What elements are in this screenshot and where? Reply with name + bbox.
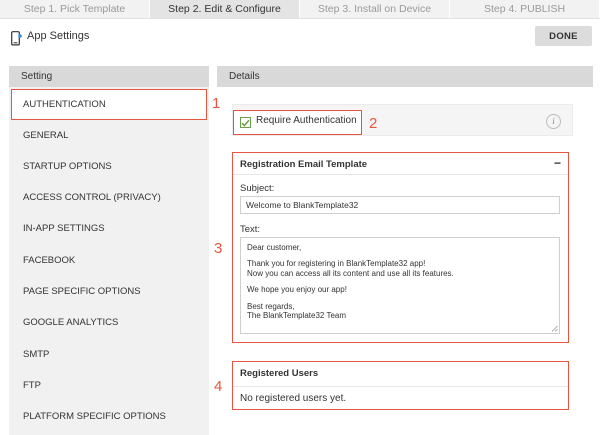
- step-pick-template[interactable]: Step 1. Pick Template: [0, 0, 150, 18]
- sidebar-item-access-control[interactable]: ACCESS CONTROL (PRIVACY): [23, 192, 161, 203]
- require-auth-label: Require Authentication: [256, 115, 357, 126]
- marker-3: 3: [214, 240, 223, 257]
- sidebar-item-in-app-settings[interactable]: IN-APP SETTINGS: [23, 223, 105, 234]
- subject-input[interactable]: [240, 196, 560, 214]
- sidebar-item-smtp[interactable]: SMTP: [23, 349, 50, 360]
- panel-divider: [233, 174, 568, 175]
- text-label: Text:: [240, 224, 261, 235]
- wizard-steps: [0, 0, 600, 19]
- email-closing: Best regards,: [247, 301, 295, 311]
- email-greeting: Dear customer,: [247, 243, 302, 252]
- info-icon[interactable]: i: [546, 114, 561, 129]
- registration-email-panel: [232, 152, 569, 343]
- collapse-icon[interactable]: −: [553, 156, 561, 170]
- sidebar-item-page-specific-options[interactable]: PAGE SPECIFIC OPTIONS: [23, 286, 141, 297]
- email-template-title: Registration Email Template: [240, 159, 368, 170]
- marker-2: 2: [369, 115, 378, 132]
- require-auth-checkbox-group[interactable]: [233, 110, 362, 135]
- panel-divider: [233, 386, 568, 387]
- step-edit-configure[interactable]: Step 2. Edit & Configure: [150, 0, 300, 18]
- sidebar-item-startup-options[interactable]: STARTUP OPTIONS: [23, 161, 112, 172]
- require-auth-checkbox[interactable]: [240, 117, 251, 128]
- subject-label: Subject:: [240, 183, 275, 194]
- sidebar-item-general[interactable]: GENERAL: [23, 130, 69, 141]
- email-line: Thank you for registering in BlankTemplate32 app!: [247, 259, 426, 269]
- phone-settings-icon: [11, 31, 22, 46]
- sidebar-item-ftp[interactable]: FTP: [23, 380, 41, 391]
- step-publish[interactable]: Step 4. PUBLISH: [450, 0, 600, 18]
- email-line: We hope you enjoy our app!: [247, 285, 347, 295]
- settings-sidebar: [9, 87, 209, 435]
- page-header: [0, 19, 600, 55]
- marker-4: 4: [214, 378, 223, 395]
- email-closing: The BlankTemplate32 Team: [247, 311, 347, 321]
- done-button[interactable]: DONE: [535, 26, 592, 46]
- email-line: Now you can access all its content and use all its features.: [247, 268, 454, 278]
- sidebar-item-google-analytics[interactable]: GOOGLE ANALYTICS: [23, 317, 119, 328]
- marker-1: 1: [212, 95, 221, 112]
- sidebar-item-platform-specific-options[interactable]: PLATFORM SPECIFIC OPTIONS: [23, 411, 166, 422]
- details-column-header: Details: [217, 66, 593, 87]
- resize-grip-icon[interactable]: [551, 325, 558, 332]
- step-install-device[interactable]: Step 3. Install on Device: [300, 0, 450, 18]
- sidebar-item-authentication[interactable]: AUTHENTICATION: [11, 89, 207, 120]
- registered-users-panel: [232, 361, 569, 410]
- checkmark-icon: [241, 119, 250, 127]
- setting-column-header: Setting: [9, 66, 209, 87]
- registered-users-title: Registered Users: [240, 368, 319, 379]
- sidebar-item-facebook[interactable]: FACEBOOK: [23, 255, 76, 266]
- page-title: App Settings: [27, 30, 90, 42]
- registered-users-empty: No registered users yet.: [240, 393, 347, 404]
- email-text-area[interactable]: [240, 237, 560, 334]
